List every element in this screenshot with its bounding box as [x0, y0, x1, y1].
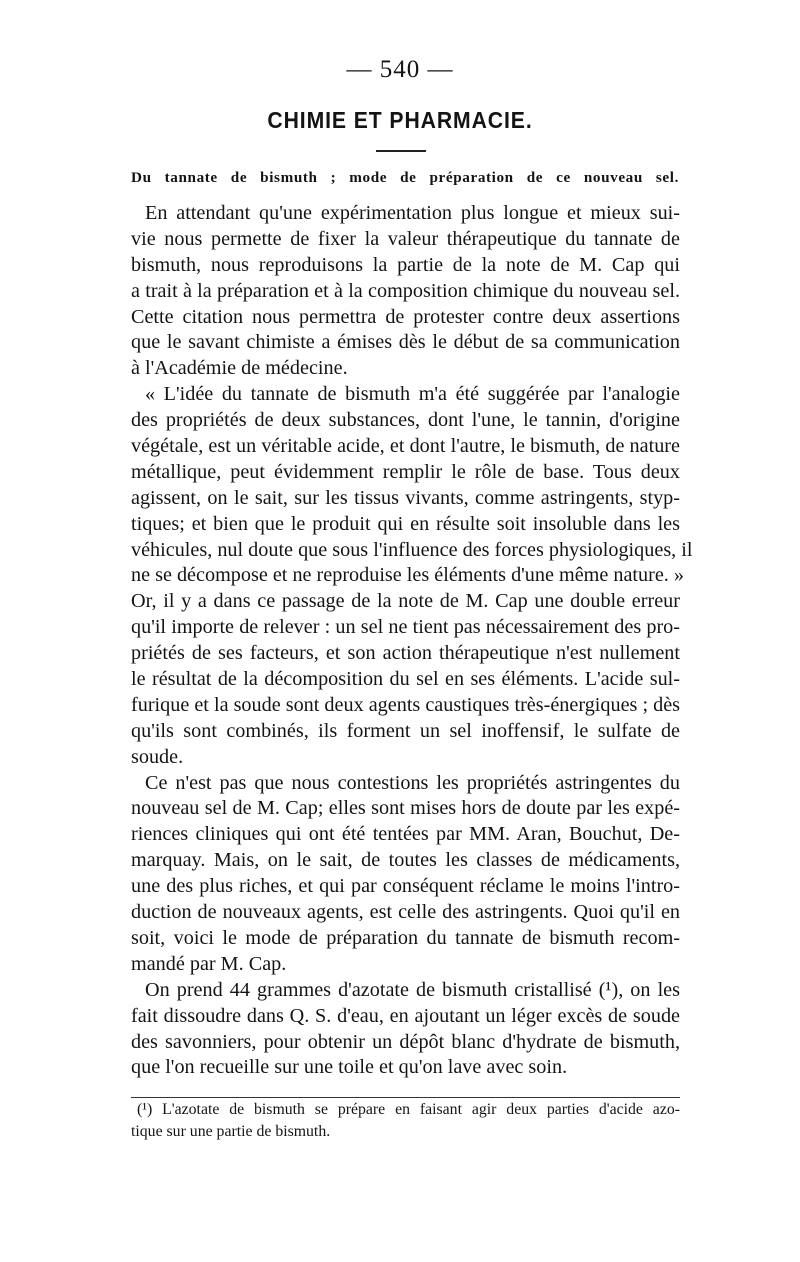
text-line: marquay. Mais, on le sait, de toutes les classes de médicaments, — [131, 849, 680, 872]
text-line: nouveau sel de M. Cap; elles sont mises hors de doute par les expé- — [131, 797, 680, 820]
text-line: à l'Académie de médecine. — [131, 357, 348, 380]
body-text — [131, 201, 693, 1081]
text-line: priétés de ses facteurs, et son action thérapeutique n'est nullement — [131, 642, 680, 665]
section-title: CHIMIE ET PHARMACIE. — [267, 107, 533, 133]
text-line: riences cliniques qui ont été tentées par MM. Aran, Bouchut, De- — [131, 823, 680, 846]
text-line: soude. — [131, 745, 184, 768]
text-line: duction de nouveaux agents, est celle des astringents. Quoi qu'il en — [131, 901, 680, 924]
title-rule — [376, 150, 426, 152]
text-line: qu'il importe de relever : un sel ne tient pas nécessairement des pro- — [131, 616, 680, 639]
text-line: Cette citation nous permettra de protester contre deux assertions — [131, 305, 680, 328]
text-line: végétale, est un véritable acide, et dont l'autre, le bismuth, de nature — [131, 435, 680, 458]
text-line: vie nous permette de fixer la valeur thérapeutique du tannate de — [131, 227, 680, 250]
page-number: — 540 — — [346, 56, 454, 83]
text-line: Ce n'est pas que nous contestions les propriétés astringentes du — [145, 771, 680, 794]
text-line: mandé par M. Cap. — [131, 952, 287, 975]
text-line: qu'ils sont combinés, ils forment un sel inoffensif, le sulfate de — [131, 719, 680, 742]
text-line: le résultat de la décomposition du sel en ses éléments. L'acide sul- — [131, 668, 680, 691]
text-line: agissent, on le sait, sur les tissus vivants, comme astringents, styp- — [131, 486, 680, 509]
text-line: tiques; et bien que le produit qui en résulte soit insoluble dans les — [131, 512, 680, 535]
footnote-line: (¹) L'azotate de bismuth se prépare en faisant agir deux parties d'acide azo- — [137, 1101, 680, 1118]
text-line: « L'idée du tannate de bismuth m'a été suggérée par l'analogie — [145, 383, 680, 406]
footnotes — [131, 1099, 680, 1142]
text-line: furique et la soude sont deux agents caustiques très-énergiques ; dès — [131, 693, 681, 716]
footnote-line: tique sur une partie de bismuth. — [131, 1122, 331, 1140]
text-line: métallique, peut évidemment remplir le rôle de base. Tous deux — [131, 460, 680, 483]
text-line: des savonniers, pour obtenir un dépôt blanc d'hydrate de bismuth, — [131, 1030, 680, 1053]
footnote-separator — [131, 1097, 680, 1098]
text-line: Or, il y a dans ce passage de la note de M. Cap une double erreur — [131, 590, 680, 613]
text-line: ne se décompose et ne reproduise les éléments d'une même nature. » — [131, 564, 684, 587]
text-line: On prend 44 grammes d'azotate de bismuth cristallisé (¹), on les — [145, 978, 680, 1001]
article-title: Du tannate de bismuth ; mode de préparation de ce nouveau sel. — [131, 169, 679, 186]
text-line: bismuth, nous reproduisons la partie de la note de M. Cap qui — [131, 253, 680, 276]
text-line: véhicules, nul doute que sous l'influence des forces physiologiques, il — [131, 538, 693, 561]
text-line: fait dissoudre dans Q. S. d'eau, en ajoutant un léger excès de soude — [131, 1004, 680, 1027]
text-line: soit, voici le mode de préparation du tannate de bismuth recom- — [131, 926, 680, 949]
text-line: En attendant qu'une expérimentation plus longue et mieux sui- — [145, 202, 680, 224]
text-line: que le savant chimiste a émises dès le début de sa communication — [131, 331, 680, 354]
text-line: des propriétés de deux substances, dont l'une, le tannin, d'origine — [131, 409, 680, 432]
text-line: que l'on recueille sur une toile et qu'on lave avec soin. — [131, 1056, 568, 1079]
text-line: une des plus riches, et qui par conséquent réclame le moins l'intro- — [131, 875, 680, 898]
text-line: a trait à la préparation et à la composition chimique du nouveau sel. — [131, 279, 680, 302]
